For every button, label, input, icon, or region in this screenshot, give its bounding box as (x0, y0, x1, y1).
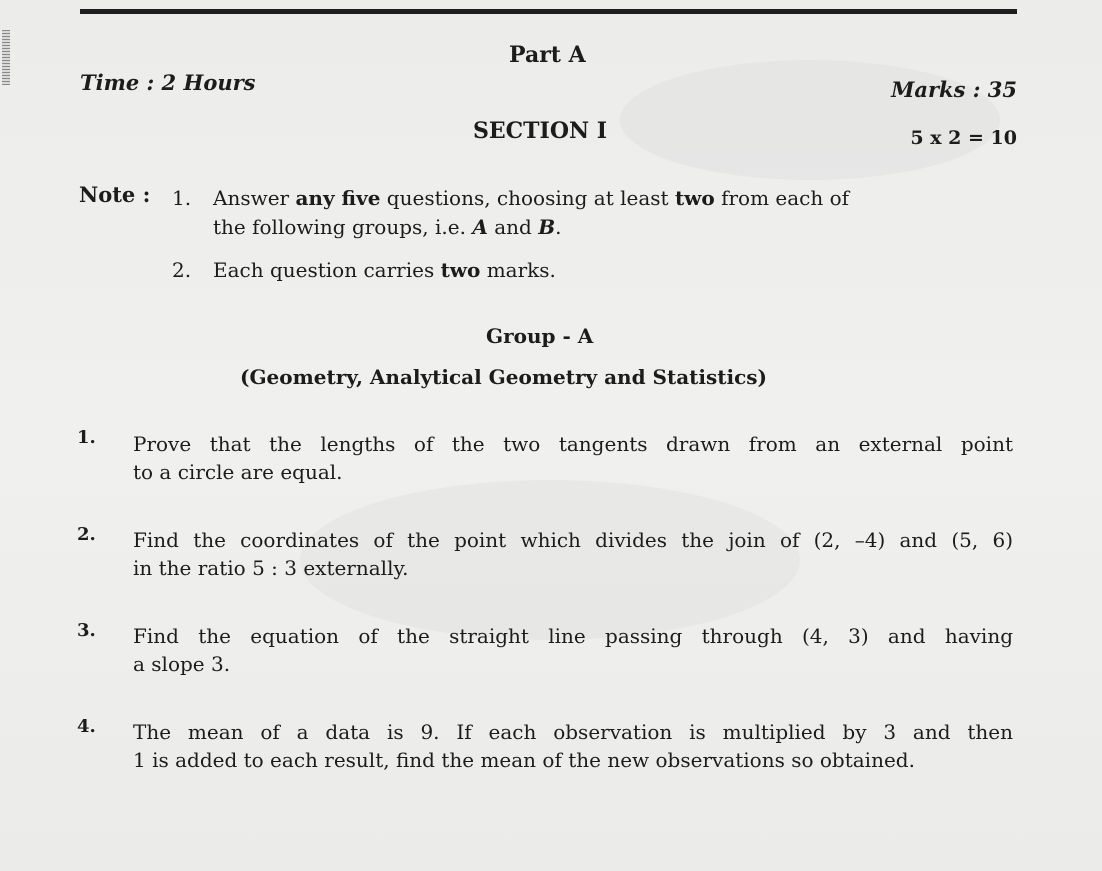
section-title: SECTION I (473, 118, 608, 144)
note-item-text: Each question carries two marks. (213, 258, 556, 282)
top-rule (80, 9, 1017, 14)
group-subtitle: (Geometry, Analytical Geometry and Statistics) (240, 365, 767, 389)
question-text: Find the coordinates of the point which divides the join of (2, –4) and (5, 6) (133, 528, 1013, 552)
binding-edge (2, 30, 10, 85)
group-title: Group - A (486, 324, 594, 348)
note-item-number: 2. (172, 258, 192, 282)
note-item-text: the following groups, i.e. A and B. (213, 215, 562, 239)
note-item-number: 1. (172, 186, 192, 210)
note-item-text: Answer any five questions, choosing at least two from each of (213, 186, 850, 210)
note-label: Note : (79, 182, 151, 207)
question-number: 3. (77, 620, 96, 641)
question-text: in the ratio 5 : 3 externally. (133, 556, 409, 580)
part-title: Part A (509, 42, 586, 68)
question-number: 1. (77, 427, 96, 448)
question-text: The mean of a data is 9. If each observation is multiplied by 3 and then (133, 720, 1013, 744)
question-text: Find the equation of the straight line passing through (4, 3) and having (133, 624, 1013, 648)
question-text: to a circle are equal. (133, 460, 343, 484)
question-number: 4. (77, 716, 96, 737)
question-text: 1 is added to each result, find the mean of the new observations so obtained. (133, 748, 915, 772)
question-text: a slope 3. (133, 652, 231, 676)
time-label: Time : 2 Hours (80, 70, 256, 95)
question-number: 2. (77, 524, 96, 545)
question-text: Prove that the lengths of the two tangents drawn from an external point (133, 432, 1013, 456)
marks-label: Marks : 35 (891, 77, 1017, 102)
section-marks: 5 x 2 = 10 (910, 127, 1017, 149)
